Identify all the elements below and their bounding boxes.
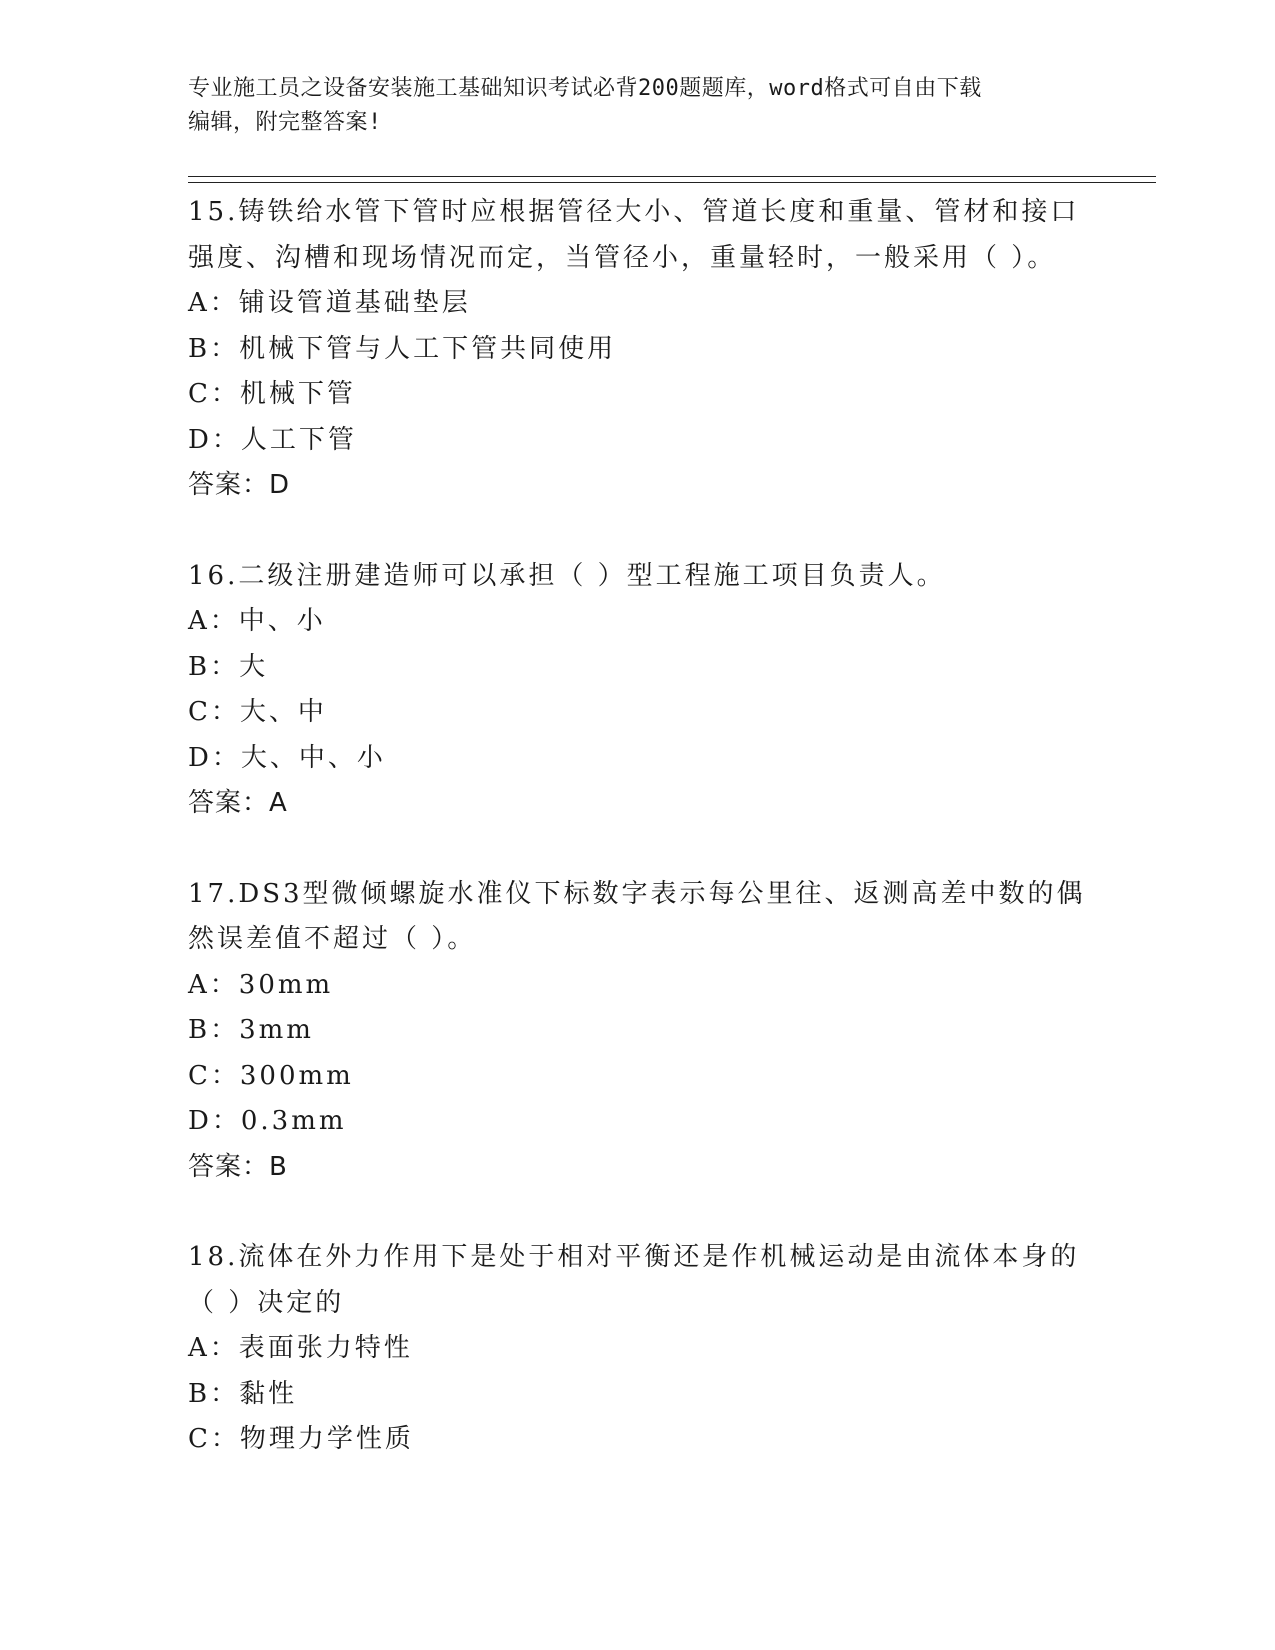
option-b: B：3mm [188, 1015, 314, 1045]
option-a: A：30mm [188, 969, 334, 1000]
header-line-2: 编辑，附完整答案! [188, 110, 382, 135]
question-stem: 16.二级注册建造师可以承担（ ）型工程施工项目负责人。 [188, 560, 946, 591]
question-stem: （ ）决定的 [188, 1287, 345, 1318]
option-b: B：大 [188, 651, 269, 682]
option-a: A：中、小 [188, 606, 326, 636]
option-b: B：黏性 [188, 1378, 298, 1409]
header-divider-bottom [188, 182, 1156, 183]
document-header [188, 72, 1088, 140]
question-16 [188, 554, 1088, 827]
option-c: C：300mm [188, 1060, 354, 1091]
question-stem: 18.流体在外力作用下是处于相对平衡还是作机械运动是由流体本身的 [188, 1242, 1080, 1272]
question-18 [188, 1235, 1088, 1463]
header-line-1: 专业施工员之设备安装施工基础知识考试必背200题题库，word格式可自由下载 [188, 76, 982, 101]
answer-line: 答案：B [188, 1151, 288, 1182]
question-15 [188, 190, 1088, 509]
question-stem: 17.DS3型微倾螺旋水准仪下标数字表示每公里往、返测高差中数的偶 [188, 878, 1086, 909]
question-stem: 然误差值不超过（ ）。 [188, 924, 477, 954]
option-a: A：铺设管道基础垫层 [188, 288, 471, 318]
option-c: C：机械下管 [188, 379, 356, 409]
question-list [188, 190, 1088, 1508]
question-stem: 强度、沟槽和现场情况而定，当管径小，重量轻时，一般采用（ ）。 [188, 242, 1057, 273]
question-17 [188, 872, 1088, 1191]
option-c: C：物理力学性质 [188, 1424, 414, 1454]
option-d: D：0.3mm [188, 1106, 347, 1136]
option-d: D：人工下管 [188, 424, 357, 455]
question-stem: 15.铸铁给水管下管时应根据管径大小、管道长度和重量、管材和接口 [188, 197, 1080, 227]
option-b: B：机械下管与人工下管共同使用 [188, 333, 617, 364]
option-d: D：大、中、小 [188, 742, 386, 773]
option-c: C：大、中 [188, 697, 327, 727]
answer-line: 答案：D [188, 470, 291, 500]
option-a: A：表面张力特性 [188, 1333, 413, 1363]
answer-line: 答案：A [188, 788, 288, 818]
header-divider-top [188, 176, 1156, 177]
